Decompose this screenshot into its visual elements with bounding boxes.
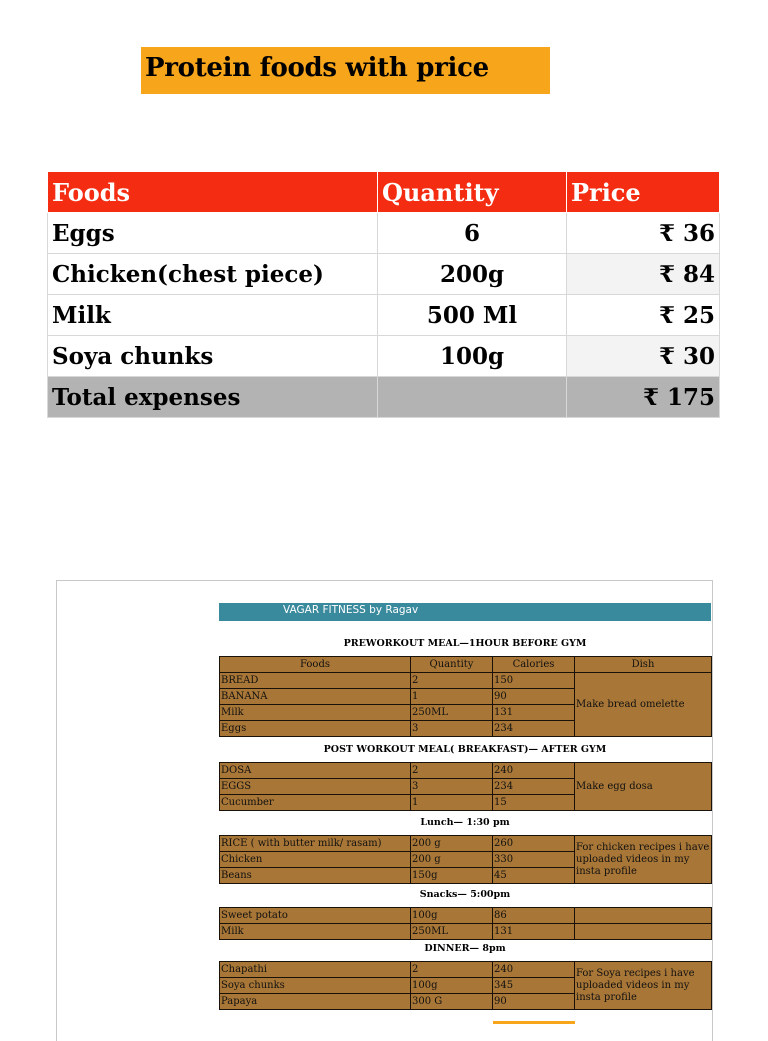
meal-table (219, 656, 712, 737)
dish-cell-empty (575, 924, 712, 940)
quantity-cell: 200 g (411, 852, 493, 868)
total-price: ₹ 175 (567, 377, 720, 418)
food-cell: DOSA (220, 763, 411, 779)
calories-cell: 240 (493, 763, 575, 779)
dish-cell: For chicken recipes i have uploaded videos in my insta profile (575, 836, 712, 884)
table-row (220, 908, 712, 924)
quantity-cell: 200 g (411, 836, 493, 852)
table-row (48, 254, 720, 295)
calories-cell: 90 (493, 994, 575, 1010)
calories-cell: 131 (493, 705, 575, 721)
food-cell: Chapathi (220, 962, 411, 978)
food-cell: Milk (220, 924, 411, 940)
meal-table (219, 762, 712, 811)
quantity-cell: 100g (411, 978, 493, 994)
price-table (47, 171, 720, 418)
calories-cell: 345 (493, 978, 575, 994)
quantity-cell: 2 (411, 763, 493, 779)
food-cell: Soya chunks (220, 978, 411, 994)
calories-cell: 90 (493, 689, 575, 705)
table-row (48, 295, 720, 336)
table-row (220, 763, 712, 779)
section-title: DINNER— 8pm (424, 943, 506, 954)
meal-table (219, 835, 712, 884)
food-cell: Papaya (220, 994, 411, 1010)
calories-cell: 150 (493, 673, 575, 689)
food-cell: Eggs (220, 721, 411, 737)
table-row (220, 962, 712, 978)
food-cell: Soya chunks (48, 336, 378, 377)
quantity-cell: 2 (411, 673, 493, 689)
calories-cell: 86 (493, 908, 575, 924)
price-cell: ₹ 84 (567, 254, 720, 295)
calories-cell: 131 (493, 924, 575, 940)
food-cell: Milk (220, 705, 411, 721)
calories-cell: 240 (493, 962, 575, 978)
food-cell: Sweet potato (220, 908, 411, 924)
food-cell: Cucumber (220, 795, 411, 811)
section-title: Snacks— 5:00pm (419, 889, 511, 900)
food-cell: Chicken(chest piece) (48, 254, 378, 295)
total-label: Total expenses (48, 377, 378, 418)
section-title: Lunch— 1:30 pm (420, 817, 510, 828)
calories-cell: 260 (493, 836, 575, 852)
table-row (48, 336, 720, 377)
quantity-cell: 150g (411, 868, 493, 884)
page-title: Protein foods with price (145, 53, 489, 83)
header-dish: Dish (575, 657, 712, 673)
header-quantity: Quantity (378, 172, 567, 213)
calories-cell: 234 (493, 779, 575, 795)
quantity-cell: 6 (378, 213, 567, 254)
quantity-cell: 250ML (411, 924, 493, 940)
quantity-cell: 300 G (411, 994, 493, 1010)
food-cell: Beans (220, 868, 411, 884)
dish-cell: For Soya recipes i have uploaded videos in my insta profile (575, 962, 712, 1010)
meal-table (219, 961, 712, 1010)
header-calories: Calories (493, 657, 575, 673)
food-cell: EGGS (220, 779, 411, 795)
food-cell: Eggs (48, 213, 378, 254)
quantity-cell: 1 (411, 795, 493, 811)
table-row (48, 213, 720, 254)
section-title: POST WORKOUT MEAL( BREAKFAST)— AFTER GYM (323, 744, 607, 755)
dish-cell (575, 908, 712, 924)
food-cell: Chicken (220, 852, 411, 868)
banner-text: VAGAR FITNESS by Ragav (283, 604, 419, 616)
header-price: Price (567, 172, 720, 213)
quantity-cell: 3 (411, 721, 493, 737)
page-title-box (141, 47, 550, 94)
quantity-cell: 250ML (411, 705, 493, 721)
quantity-cell: 200g (378, 254, 567, 295)
table-row (220, 836, 712, 852)
total-quantity (378, 377, 567, 418)
dish-cell: Make bread omelette (575, 673, 712, 737)
section-title: PREWORKOUT MEAL—1HOUR BEFORE GYM (343, 638, 587, 649)
price-table-header (48, 172, 720, 213)
price-cell: ₹ 25 (567, 295, 720, 336)
meal-table-header (220, 657, 712, 673)
dish-cell: Make egg dosa (575, 763, 712, 811)
meal-table (219, 907, 712, 940)
calories-cell: 330 (493, 852, 575, 868)
table-row (220, 924, 712, 940)
quantity-cell: 3 (411, 779, 493, 795)
quantity-cell: 100g (411, 908, 493, 924)
price-cell: ₹ 30 (567, 336, 720, 377)
food-cell: BREAD (220, 673, 411, 689)
header-foods: Foods (220, 657, 411, 673)
header-foods: Foods (48, 172, 378, 213)
calories-cell: 234 (493, 721, 575, 737)
quantity-cell: 100g (378, 336, 567, 377)
food-cell: BANANA (220, 689, 411, 705)
header-quantity: Quantity (411, 657, 493, 673)
quantity-cell: 500 Ml (378, 295, 567, 336)
total-row (48, 377, 720, 418)
table-row (220, 673, 712, 689)
quantity-cell: 1 (411, 689, 493, 705)
calories-cell: 15 (493, 795, 575, 811)
calories-cell: 45 (493, 868, 575, 884)
quantity-cell: 2 (411, 962, 493, 978)
diet-chart-banner (219, 603, 711, 621)
food-cell: RICE ( with butter milk/ rasam) (220, 836, 411, 852)
food-cell: Milk (48, 295, 378, 336)
price-cell: ₹ 36 (567, 213, 720, 254)
